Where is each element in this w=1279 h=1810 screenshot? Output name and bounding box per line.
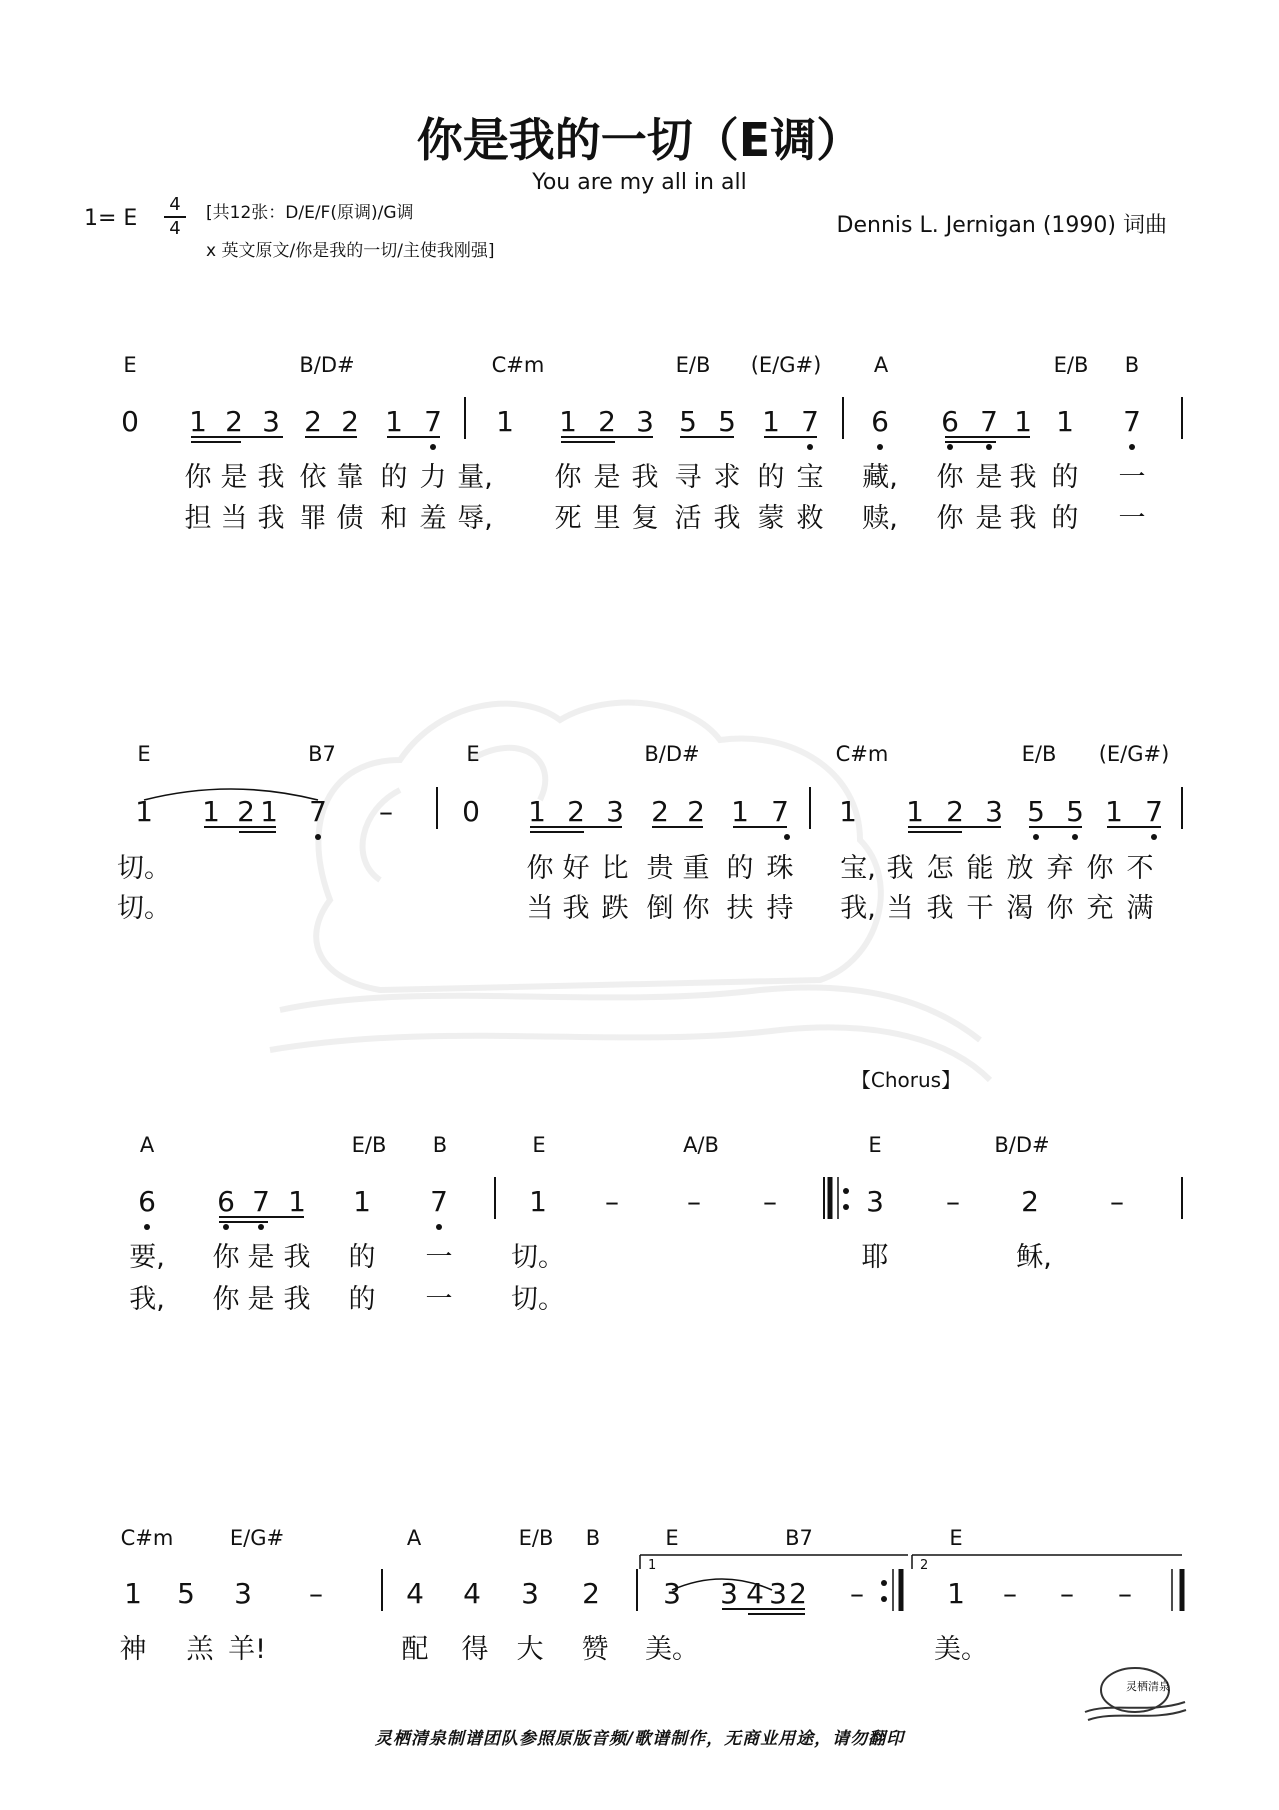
chord-symbol: B7 bbox=[785, 1526, 813, 1550]
note: 1 bbox=[762, 405, 780, 438]
lyric-verse-2: 蒙 bbox=[757, 503, 785, 534]
lyric-verse-2: 里 bbox=[593, 503, 621, 534]
rest-dash: – bbox=[1118, 1577, 1132, 1610]
rest-dash: – bbox=[309, 1577, 323, 1610]
logo-text: 灵栖清泉 bbox=[1126, 1680, 1170, 1693]
note: 2 bbox=[582, 1577, 600, 1610]
note: 6 bbox=[871, 405, 889, 438]
rest-dash: – bbox=[605, 1185, 619, 1218]
lyric-verse-1: 不 bbox=[1126, 853, 1154, 884]
lyric-verse-1: 好 bbox=[562, 853, 590, 884]
lyric-verse-2: 我 bbox=[562, 893, 590, 924]
watermark-stroke bbox=[316, 703, 881, 990]
octave-dot bbox=[947, 444, 953, 450]
lyric-verse-2: 和 bbox=[380, 503, 408, 534]
repeat-dot bbox=[843, 1204, 849, 1210]
octave-dot bbox=[784, 834, 790, 840]
note: 5 bbox=[1066, 795, 1084, 828]
chord-symbol: (E/G#) bbox=[750, 353, 822, 377]
lyric-verse-2: 倒 bbox=[646, 893, 674, 924]
note: 1 bbox=[906, 795, 924, 828]
lyric-verse-1: 比 bbox=[601, 853, 629, 884]
lyric-verse-1: 是 bbox=[593, 462, 621, 493]
chord-symbol: E bbox=[466, 742, 480, 766]
lyric-verse-2: 担 bbox=[184, 503, 212, 534]
lyric-verse-1: 你 bbox=[1086, 853, 1114, 884]
lyric-verse-1: 的 bbox=[726, 853, 754, 884]
lyric-verse-1: 我 bbox=[283, 1242, 311, 1273]
note: 7 bbox=[424, 405, 442, 438]
lyric-verse-1: 是 bbox=[247, 1242, 275, 1273]
lyric-verse-1: 依 bbox=[299, 462, 327, 493]
chord-symbol: B/D# bbox=[299, 353, 355, 377]
note: 1 bbox=[496, 405, 514, 438]
lyric-verse-2: 充 bbox=[1086, 893, 1114, 924]
lyric-verse-2: 你 bbox=[1046, 893, 1074, 924]
note: 7 bbox=[430, 1185, 448, 1218]
note: 7 bbox=[980, 405, 998, 438]
note: 1 bbox=[1105, 795, 1123, 828]
rest-dash: – bbox=[1060, 1577, 1074, 1610]
note: 1 bbox=[189, 405, 207, 438]
octave-dot bbox=[223, 1224, 229, 1230]
lyric-verse-1: 你 bbox=[936, 462, 964, 493]
lyric-verse-2: 我, bbox=[129, 1284, 165, 1315]
note: 2 bbox=[789, 1577, 807, 1610]
note: 3 bbox=[769, 1577, 787, 1610]
note: 2 bbox=[567, 795, 585, 828]
lyric-verse-2: 我 bbox=[257, 503, 285, 534]
octave-dot bbox=[430, 444, 436, 450]
note: 5 bbox=[718, 405, 736, 438]
chord-symbol: E/B bbox=[1021, 742, 1057, 766]
lyric-verse-2: 的 bbox=[348, 1284, 376, 1315]
lyric-verse-1: 要, bbox=[129, 1242, 165, 1273]
lyric-verse-1: 宝 bbox=[796, 462, 824, 493]
octave-dot bbox=[258, 1224, 264, 1230]
lyric-verse-1: 耶 bbox=[861, 1242, 889, 1273]
note: 3 bbox=[866, 1185, 884, 1218]
lyric-verse-2: 你 bbox=[212, 1284, 240, 1315]
chord-symbol: B/D# bbox=[644, 742, 700, 766]
lyric-verse-1: 你 bbox=[526, 853, 554, 884]
note: 2 bbox=[687, 795, 705, 828]
lyric-verse-2: 的 bbox=[1051, 503, 1079, 534]
lyric-verse-2: 一 bbox=[1118, 503, 1146, 534]
lyric-verse-1: 配 bbox=[401, 1634, 429, 1665]
chord-symbol: E bbox=[137, 742, 151, 766]
note: 1 bbox=[559, 405, 577, 438]
chord-symbol: E/B bbox=[518, 1526, 554, 1550]
lyric-verse-2: 赎, bbox=[862, 503, 898, 534]
lyric-verse-1: 能 bbox=[966, 853, 994, 884]
note: 1 bbox=[1056, 405, 1074, 438]
lyric-verse-2: 渴 bbox=[1006, 893, 1034, 924]
note: 5 bbox=[679, 405, 697, 438]
logo-stroke bbox=[1085, 1702, 1185, 1712]
rest-dash: – bbox=[379, 795, 393, 828]
lyric-verse-1: 稣, bbox=[1016, 1242, 1052, 1273]
lyric-verse-1: 大 bbox=[516, 1634, 544, 1665]
chord-symbol: B bbox=[1124, 353, 1140, 377]
lyric-verse-1: 一 bbox=[425, 1242, 453, 1273]
note: 2 bbox=[1021, 1185, 1039, 1218]
slur-tie bbox=[144, 789, 318, 800]
note: 3 bbox=[663, 1577, 681, 1610]
lyric-verse-2: 活 bbox=[674, 503, 702, 534]
note: 1 bbox=[529, 1185, 547, 1218]
note: 7 bbox=[801, 405, 819, 438]
note: 6 bbox=[217, 1185, 235, 1218]
chord-symbol: A bbox=[406, 1526, 422, 1550]
chord-symbol: B7 bbox=[308, 742, 336, 766]
lyric-verse-2: 干 bbox=[966, 893, 994, 924]
rest-dash: – bbox=[850, 1577, 864, 1610]
lyric-verse-1: 切。 bbox=[511, 1242, 565, 1273]
lyric-verse-1: 珠 bbox=[766, 853, 794, 884]
versions-info-2: x 英文原文/你是我的一切/主使我刚强] bbox=[206, 241, 495, 261]
time-signature-bottom: 4 bbox=[169, 218, 181, 239]
lyric-verse-1: 美。 bbox=[934, 1634, 988, 1665]
lyric-verse-1: 你 bbox=[554, 462, 582, 493]
lyric-verse-1: 寻 bbox=[674, 462, 702, 493]
note: 0 bbox=[462, 795, 480, 828]
chord-symbol: E bbox=[868, 1133, 882, 1157]
lyric-verse-2: 复 bbox=[631, 503, 659, 534]
lyric-verse-1: 的 bbox=[348, 1242, 376, 1273]
lyric-verse-1: 贵 bbox=[646, 853, 674, 884]
page-subtitle: You are my all in all bbox=[532, 170, 747, 195]
sheep-logo-icon bbox=[1085, 1668, 1186, 1720]
chord-symbol: E bbox=[123, 353, 137, 377]
lyric-verse-2: 我 bbox=[1009, 503, 1037, 534]
rest-dash: – bbox=[946, 1185, 960, 1218]
note: 1 bbox=[202, 795, 220, 828]
rest-dash: – bbox=[1110, 1185, 1124, 1218]
lyric-verse-1: 我 bbox=[886, 853, 914, 884]
lyric-verse-2: 你 bbox=[682, 893, 710, 924]
chord-symbol: E/B bbox=[1053, 353, 1089, 377]
lyric-verse-2: 切。 bbox=[511, 1284, 565, 1315]
volta-number: 2 bbox=[920, 1558, 929, 1573]
lyric-verse-2: 扶 bbox=[726, 893, 754, 924]
lyric-verse-1: 放 bbox=[1006, 853, 1034, 884]
chord-symbol: B/D# bbox=[994, 1133, 1050, 1157]
note: 0 bbox=[121, 405, 139, 438]
lyric-verse-1: 得 bbox=[461, 1634, 489, 1665]
note: 5 bbox=[177, 1577, 195, 1610]
note: 4 bbox=[406, 1577, 424, 1610]
lyric-verse-1: 神 bbox=[119, 1634, 147, 1665]
note: 2 bbox=[341, 405, 359, 438]
rest-dash: – bbox=[763, 1185, 777, 1218]
note: 2 bbox=[598, 405, 616, 438]
lyric-verse-2: 救 bbox=[796, 503, 824, 534]
lyric-verse-1: 是 bbox=[975, 462, 1003, 493]
note: 1 bbox=[124, 1577, 142, 1610]
octave-dot bbox=[1129, 444, 1135, 450]
lyric-verse-1: 量, bbox=[457, 462, 493, 493]
lyric-verse-2: 我, bbox=[840, 893, 876, 924]
lyric-verse-2: 辱, bbox=[457, 503, 493, 534]
note: 3 bbox=[606, 795, 624, 828]
repeat-dot bbox=[881, 1580, 887, 1586]
lyric-verse-2: 当 bbox=[526, 893, 554, 924]
note: 7 bbox=[1123, 405, 1141, 438]
octave-dot bbox=[1151, 834, 1157, 840]
versions-info: [共12张：D/E/F(原调)/G调 bbox=[206, 203, 414, 223]
note: 3 bbox=[636, 405, 654, 438]
lyric-verse-2: 跌 bbox=[601, 893, 629, 924]
chord-symbol: B bbox=[432, 1133, 448, 1157]
note: 1 bbox=[1014, 405, 1032, 438]
note: 3 bbox=[720, 1577, 738, 1610]
rest-dash: – bbox=[687, 1185, 701, 1218]
note: 1 bbox=[839, 795, 857, 828]
chord-symbol: E/B bbox=[675, 353, 711, 377]
chord-symbol: C#m bbox=[120, 1526, 174, 1550]
chord-symbol: C#m bbox=[835, 742, 889, 766]
lyric-verse-2: 我 bbox=[926, 893, 954, 924]
note: 4 bbox=[463, 1577, 481, 1610]
chord-symbol: E bbox=[532, 1133, 546, 1157]
lyric-verse-2: 你 bbox=[936, 503, 964, 534]
chord-symbol: A bbox=[873, 353, 889, 377]
note: 2 bbox=[946, 795, 964, 828]
lyric-verse-2: 我 bbox=[283, 1284, 311, 1315]
lyric-verse-1: 羊! bbox=[228, 1634, 266, 1665]
note: 1 bbox=[731, 795, 749, 828]
octave-dot bbox=[144, 1224, 150, 1230]
note: 2 bbox=[225, 405, 243, 438]
lyric-verse-1: 的 bbox=[380, 462, 408, 493]
page-title: 你是我的一切（E调） bbox=[416, 113, 863, 167]
lyric-verse-1: 是 bbox=[220, 462, 248, 493]
lyric-verse-2: 是 bbox=[975, 503, 1003, 534]
chord-symbol: A/B bbox=[683, 1133, 719, 1157]
lyric-verse-2: 持 bbox=[766, 893, 794, 924]
octave-dot bbox=[1072, 834, 1078, 840]
chord-symbol: C#m bbox=[491, 353, 545, 377]
lyric-verse-2: 我 bbox=[713, 503, 741, 534]
note: 1 bbox=[528, 795, 546, 828]
lyric-verse-2: 一 bbox=[425, 1284, 453, 1315]
chord-symbol: E/B bbox=[351, 1133, 387, 1157]
chord-symbol: B bbox=[585, 1526, 601, 1550]
lyric-verse-2: 羞 bbox=[419, 503, 447, 534]
note: 3 bbox=[521, 1577, 539, 1610]
lyric-verse-1: 一 bbox=[1118, 462, 1146, 493]
time-signature-top: 4 bbox=[169, 194, 181, 215]
lyric-verse-1: 宝, bbox=[840, 853, 876, 884]
lyric-verse-1: 靠 bbox=[336, 462, 364, 493]
lyric-verse-1: 你 bbox=[184, 462, 212, 493]
lyric-verse-2: 切。 bbox=[117, 893, 171, 924]
note: 4 bbox=[746, 1577, 764, 1610]
octave-dot bbox=[315, 834, 321, 840]
chord-symbol: E/G# bbox=[229, 1526, 285, 1550]
key-signature: 1= E bbox=[84, 206, 138, 231]
footer-copyright: 灵栖清泉制谱团队参照原版音频/歌谱制作，无商业用途，请勿翻印 bbox=[374, 1729, 905, 1749]
lyric-verse-2: 当 bbox=[220, 503, 248, 534]
lyric-verse-2: 罪 bbox=[299, 503, 327, 534]
lyric-verse-2: 债 bbox=[336, 503, 364, 534]
repeat-dot bbox=[881, 1596, 887, 1602]
note: 6 bbox=[138, 1185, 156, 1218]
lyric-verse-1: 美。 bbox=[645, 1634, 699, 1665]
lyric-verse-1: 羔 bbox=[186, 1634, 214, 1665]
note: 1 bbox=[947, 1577, 965, 1610]
chord-symbol: E bbox=[665, 1526, 679, 1550]
note: 7 bbox=[252, 1185, 270, 1218]
chorus-label: 【Chorus】 bbox=[850, 1068, 962, 1092]
note: 7 bbox=[309, 795, 327, 828]
lyric-verse-1: 求 bbox=[713, 462, 741, 493]
octave-dot bbox=[986, 444, 992, 450]
octave-dot bbox=[877, 444, 883, 450]
lyric-verse-2: 当 bbox=[886, 893, 914, 924]
note: 1 bbox=[288, 1185, 306, 1218]
lyric-verse-1: 我 bbox=[257, 462, 285, 493]
lyric-verse-1: 藏, bbox=[862, 462, 898, 493]
note: 7 bbox=[771, 795, 789, 828]
lyric-verse-1: 力 bbox=[419, 462, 447, 493]
note: 1 bbox=[135, 795, 153, 828]
note: 1 bbox=[260, 795, 278, 828]
note: 5 bbox=[1027, 795, 1045, 828]
note: 1 bbox=[385, 405, 403, 438]
lyric-verse-1: 弃 bbox=[1046, 853, 1074, 884]
rest-dash: – bbox=[1003, 1577, 1017, 1610]
lyric-verse-1: 的 bbox=[757, 462, 785, 493]
note: 2 bbox=[651, 795, 669, 828]
lyric-verse-1: 我 bbox=[631, 462, 659, 493]
note: 2 bbox=[237, 795, 255, 828]
repeat-dot bbox=[843, 1188, 849, 1194]
lyric-verse-1: 你 bbox=[212, 1242, 240, 1273]
composer-credit: Dennis L. Jernigan (1990) 词曲 bbox=[836, 213, 1167, 238]
lyric-verse-1: 我 bbox=[1009, 462, 1037, 493]
lyric-verse-1: 切。 bbox=[117, 853, 171, 884]
lyric-verse-1: 的 bbox=[1051, 462, 1079, 493]
lyric-verse-1: 怎 bbox=[926, 853, 954, 884]
note: 3 bbox=[262, 405, 280, 438]
octave-dot bbox=[807, 444, 813, 450]
lyric-verse-1: 赞 bbox=[581, 1634, 609, 1665]
lyric-verse-2: 满 bbox=[1126, 893, 1154, 924]
lyric-verse-2: 死 bbox=[554, 503, 582, 534]
chord-symbol: (E/G#) bbox=[1098, 742, 1170, 766]
chord-symbol: E bbox=[949, 1526, 963, 1550]
note: 3 bbox=[985, 795, 1003, 828]
lyric-verse-1: 重 bbox=[682, 853, 710, 884]
chord-symbol: A bbox=[139, 1133, 155, 1157]
note: 6 bbox=[941, 405, 959, 438]
octave-dot bbox=[1033, 834, 1039, 840]
note: 3 bbox=[234, 1577, 252, 1610]
note: 2 bbox=[304, 405, 322, 438]
note: 1 bbox=[353, 1185, 371, 1218]
note: 7 bbox=[1145, 795, 1163, 828]
octave-dot bbox=[436, 1224, 442, 1230]
volta-number: 1 bbox=[648, 1558, 657, 1573]
lyric-verse-2: 是 bbox=[247, 1284, 275, 1315]
